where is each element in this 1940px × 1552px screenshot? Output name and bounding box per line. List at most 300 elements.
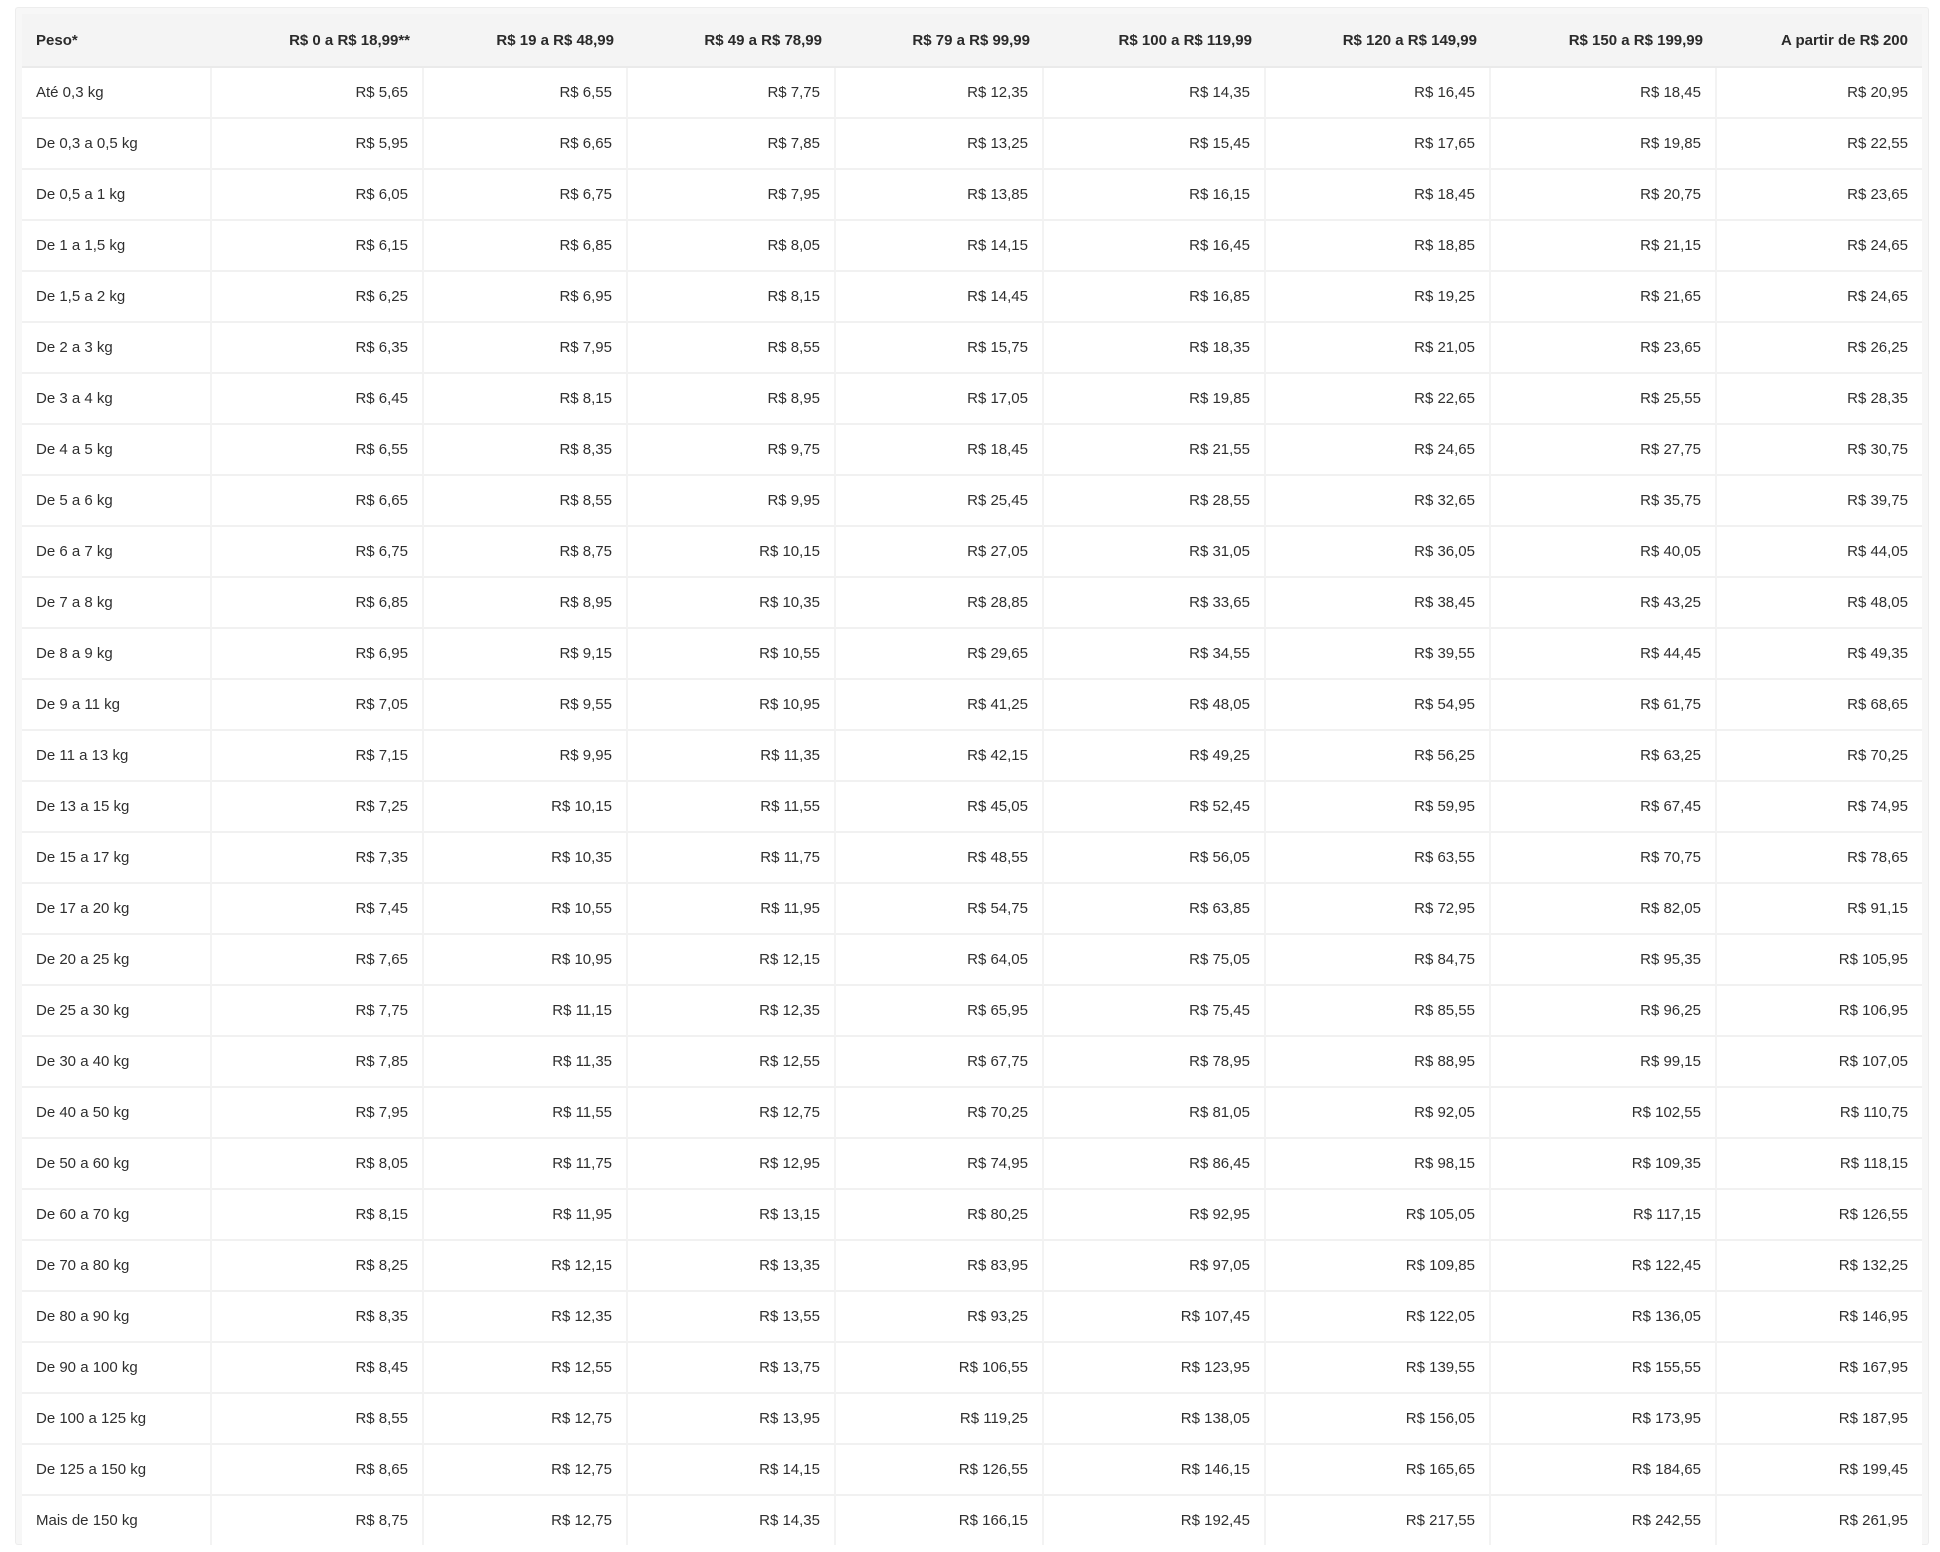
column-header-price-range: R$ 150 a R$ 199,99 — [1491, 14, 1717, 68]
price-cell: R$ 13,95 — [628, 1394, 836, 1445]
price-cell: R$ 7,15 — [212, 731, 424, 782]
price-cell: R$ 19,85 — [1491, 119, 1717, 170]
price-cell: R$ 14,45 — [836, 272, 1044, 323]
column-header-price-range: R$ 79 a R$ 99,99 — [836, 14, 1044, 68]
weight-cell: De 9 a 11 kg — [22, 680, 212, 731]
price-cell: R$ 11,75 — [628, 833, 836, 884]
price-cell: R$ 8,95 — [628, 374, 836, 425]
price-cell: R$ 81,05 — [1044, 1088, 1266, 1139]
table-row — [22, 1292, 1922, 1343]
price-cell: R$ 102,55 — [1491, 1088, 1717, 1139]
price-cell: R$ 11,95 — [424, 1190, 628, 1241]
price-cell: R$ 8,95 — [424, 578, 628, 629]
price-cell: R$ 9,15 — [424, 629, 628, 680]
price-cell: R$ 54,95 — [1266, 680, 1491, 731]
price-cell: R$ 12,55 — [424, 1343, 628, 1394]
price-cell: R$ 63,25 — [1491, 731, 1717, 782]
price-cell: R$ 28,35 — [1717, 374, 1922, 425]
price-cell: R$ 109,35 — [1491, 1139, 1717, 1190]
price-cell: R$ 21,65 — [1491, 272, 1717, 323]
price-cell: R$ 8,15 — [212, 1190, 424, 1241]
price-cell: R$ 75,45 — [1044, 986, 1266, 1037]
price-cell: R$ 8,55 — [212, 1394, 424, 1445]
table-row — [22, 629, 1922, 680]
price-cell: R$ 24,65 — [1266, 425, 1491, 476]
price-cell: R$ 12,35 — [628, 986, 836, 1037]
price-cell: R$ 7,75 — [628, 68, 836, 119]
column-header-weight: Peso* — [22, 14, 212, 68]
column-header-price-range: R$ 100 a R$ 119,99 — [1044, 14, 1266, 68]
table-row — [22, 119, 1922, 170]
price-cell: R$ 92,95 — [1044, 1190, 1266, 1241]
price-cell: R$ 146,95 — [1717, 1292, 1922, 1343]
price-cell: R$ 118,15 — [1717, 1139, 1922, 1190]
weight-cell: De 1,5 a 2 kg — [22, 272, 212, 323]
price-cell: R$ 126,55 — [836, 1445, 1044, 1496]
price-cell: R$ 11,55 — [628, 782, 836, 833]
price-cell: R$ 88,95 — [1266, 1037, 1491, 1088]
price-cell: R$ 16,85 — [1044, 272, 1266, 323]
weight-cell: De 90 a 100 kg — [22, 1343, 212, 1394]
weight-cell: De 17 a 20 kg — [22, 884, 212, 935]
table-body — [22, 68, 1922, 1545]
weight-cell: De 125 a 150 kg — [22, 1445, 212, 1496]
weight-cell: De 40 a 50 kg — [22, 1088, 212, 1139]
price-cell: R$ 25,45 — [836, 476, 1044, 527]
table-row — [22, 1241, 1922, 1292]
price-cell: R$ 31,05 — [1044, 527, 1266, 578]
price-cell: R$ 9,75 — [628, 425, 836, 476]
price-cell: R$ 7,25 — [212, 782, 424, 833]
weight-cell: De 8 a 9 kg — [22, 629, 212, 680]
price-cell: R$ 27,75 — [1491, 425, 1717, 476]
weight-cell: De 70 a 80 kg — [22, 1241, 212, 1292]
price-cell: R$ 16,45 — [1044, 221, 1266, 272]
price-cell: R$ 6,95 — [212, 629, 424, 680]
weight-cell: De 15 a 17 kg — [22, 833, 212, 884]
price-cell: R$ 97,05 — [1044, 1241, 1266, 1292]
price-cell: R$ 8,15 — [628, 272, 836, 323]
price-cell: R$ 9,95 — [628, 476, 836, 527]
price-cell: R$ 27,05 — [836, 527, 1044, 578]
price-cell: R$ 70,25 — [836, 1088, 1044, 1139]
price-cell: R$ 8,75 — [212, 1496, 424, 1545]
table-row — [22, 1037, 1922, 1088]
price-cell: R$ 15,45 — [1044, 119, 1266, 170]
price-cell: R$ 19,25 — [1266, 272, 1491, 323]
price-cell: R$ 91,15 — [1717, 884, 1922, 935]
price-cell: R$ 17,65 — [1266, 119, 1491, 170]
price-cell: R$ 8,55 — [424, 476, 628, 527]
price-cell: R$ 7,95 — [424, 323, 628, 374]
price-cell: R$ 167,95 — [1717, 1343, 1922, 1394]
price-cell: R$ 6,65 — [212, 476, 424, 527]
price-cell: R$ 80,25 — [836, 1190, 1044, 1241]
price-cell: R$ 39,55 — [1266, 629, 1491, 680]
price-cell: R$ 106,55 — [836, 1343, 1044, 1394]
price-cell: R$ 44,05 — [1717, 527, 1922, 578]
table-row — [22, 935, 1922, 986]
price-cell: R$ 13,35 — [628, 1241, 836, 1292]
price-cell: R$ 38,45 — [1266, 578, 1491, 629]
price-cell: R$ 10,55 — [424, 884, 628, 935]
price-cell: R$ 24,65 — [1717, 221, 1922, 272]
price-cell: R$ 35,75 — [1491, 476, 1717, 527]
price-cell: R$ 105,05 — [1266, 1190, 1491, 1241]
table-row — [22, 1088, 1922, 1139]
weight-cell: De 3 a 4 kg — [22, 374, 212, 425]
table-row — [22, 1190, 1922, 1241]
price-cell: R$ 65,95 — [836, 986, 1044, 1037]
weight-cell: De 4 a 5 kg — [22, 425, 212, 476]
price-cell: R$ 85,55 — [1266, 986, 1491, 1037]
price-cell: R$ 74,95 — [1717, 782, 1922, 833]
price-cell: R$ 84,75 — [1266, 935, 1491, 986]
price-cell: R$ 12,15 — [628, 935, 836, 986]
price-cell: R$ 20,75 — [1491, 170, 1717, 221]
price-cell: R$ 8,35 — [424, 425, 628, 476]
price-cell: R$ 20,95 — [1717, 68, 1922, 119]
weight-cell: De 20 a 25 kg — [22, 935, 212, 986]
price-cell: R$ 8,15 — [424, 374, 628, 425]
table-row — [22, 221, 1922, 272]
price-cell: R$ 173,95 — [1491, 1394, 1717, 1445]
price-cell: R$ 16,15 — [1044, 170, 1266, 221]
price-cell: R$ 14,15 — [628, 1445, 836, 1496]
price-cell: R$ 14,35 — [1044, 68, 1266, 119]
table-row — [22, 1343, 1922, 1394]
price-cell: R$ 106,95 — [1717, 986, 1922, 1037]
table-row — [22, 782, 1922, 833]
price-cell: R$ 48,55 — [836, 833, 1044, 884]
price-cell: R$ 67,45 — [1491, 782, 1717, 833]
price-cell: R$ 54,75 — [836, 884, 1044, 935]
weight-cell: De 50 a 60 kg — [22, 1139, 212, 1190]
price-cell: R$ 6,85 — [212, 578, 424, 629]
price-cell: R$ 7,65 — [212, 935, 424, 986]
weight-cell: Mais de 150 kg — [22, 1496, 212, 1545]
table-row — [22, 527, 1922, 578]
price-cell: R$ 13,15 — [628, 1190, 836, 1241]
price-cell: R$ 18,35 — [1044, 323, 1266, 374]
price-cell: R$ 5,95 — [212, 119, 424, 170]
price-cell: R$ 109,85 — [1266, 1241, 1491, 1292]
price-cell: R$ 48,05 — [1717, 578, 1922, 629]
table-row — [22, 578, 1922, 629]
price-cell: R$ 29,65 — [836, 629, 1044, 680]
price-cell: R$ 13,25 — [836, 119, 1044, 170]
weight-cell: De 0,5 a 1 kg — [22, 170, 212, 221]
table-row — [22, 680, 1922, 731]
price-cell: R$ 217,55 — [1266, 1496, 1491, 1545]
price-cell: R$ 139,55 — [1266, 1343, 1491, 1394]
price-cell: R$ 83,95 — [836, 1241, 1044, 1292]
price-cell: R$ 192,45 — [1044, 1496, 1266, 1545]
price-cell: R$ 40,05 — [1491, 527, 1717, 578]
table-row — [22, 1394, 1922, 1445]
price-cell: R$ 12,55 — [628, 1037, 836, 1088]
price-cell: R$ 68,65 — [1717, 680, 1922, 731]
header-row — [22, 14, 1922, 68]
price-cell: R$ 34,55 — [1044, 629, 1266, 680]
shipping-rate-table — [22, 14, 1922, 1545]
price-cell: R$ 24,65 — [1717, 272, 1922, 323]
price-cell: R$ 119,25 — [836, 1394, 1044, 1445]
price-cell: R$ 56,25 — [1266, 731, 1491, 782]
price-cell: R$ 28,55 — [1044, 476, 1266, 527]
price-cell: R$ 7,95 — [212, 1088, 424, 1139]
price-cell: R$ 6,85 — [424, 221, 628, 272]
price-cell: R$ 14,35 — [628, 1496, 836, 1545]
price-cell: R$ 199,45 — [1717, 1445, 1922, 1496]
price-cell: R$ 8,45 — [212, 1343, 424, 1394]
price-cell: R$ 10,35 — [424, 833, 628, 884]
weight-cell: De 1 a 1,5 kg — [22, 221, 212, 272]
price-cell: R$ 43,25 — [1491, 578, 1717, 629]
price-cell: R$ 122,05 — [1266, 1292, 1491, 1343]
weight-cell: De 60 a 70 kg — [22, 1190, 212, 1241]
column-header-price-range: R$ 0 a R$ 18,99** — [212, 14, 424, 68]
price-cell: R$ 18,45 — [1491, 68, 1717, 119]
price-cell: R$ 6,55 — [424, 68, 628, 119]
price-cell: R$ 9,55 — [424, 680, 628, 731]
price-cell: R$ 187,95 — [1717, 1394, 1922, 1445]
price-cell: R$ 32,65 — [1266, 476, 1491, 527]
price-cell: R$ 107,45 — [1044, 1292, 1266, 1343]
price-cell: R$ 11,55 — [424, 1088, 628, 1139]
weight-cell: Até 0,3 kg — [22, 68, 212, 119]
price-cell: R$ 45,05 — [836, 782, 1044, 833]
table-row — [22, 1496, 1922, 1545]
price-cell: R$ 136,05 — [1491, 1292, 1717, 1343]
table-row — [22, 425, 1922, 476]
table-row — [22, 68, 1922, 119]
price-cell: R$ 82,05 — [1491, 884, 1717, 935]
price-cell: R$ 15,75 — [836, 323, 1044, 374]
price-cell: R$ 93,25 — [836, 1292, 1044, 1343]
price-cell: R$ 242,55 — [1491, 1496, 1717, 1545]
price-cell: R$ 56,05 — [1044, 833, 1266, 884]
price-cell: R$ 11,15 — [424, 986, 628, 1037]
table-row — [22, 170, 1922, 221]
price-cell: R$ 13,55 — [628, 1292, 836, 1343]
price-cell: R$ 99,15 — [1491, 1037, 1717, 1088]
weight-cell: De 5 a 6 kg — [22, 476, 212, 527]
price-cell: R$ 98,15 — [1266, 1139, 1491, 1190]
price-cell: R$ 21,05 — [1266, 323, 1491, 374]
price-cell: R$ 25,55 — [1491, 374, 1717, 425]
table-row — [22, 323, 1922, 374]
price-cell: R$ 117,15 — [1491, 1190, 1717, 1241]
price-cell: R$ 6,05 — [212, 170, 424, 221]
price-cell: R$ 49,35 — [1717, 629, 1922, 680]
price-cell: R$ 6,55 — [212, 425, 424, 476]
table-header — [22, 14, 1922, 68]
price-cell: R$ 74,95 — [836, 1139, 1044, 1190]
price-cell: R$ 10,95 — [628, 680, 836, 731]
weight-cell: De 80 a 90 kg — [22, 1292, 212, 1343]
price-cell: R$ 33,65 — [1044, 578, 1266, 629]
price-cell: R$ 8,75 — [424, 527, 628, 578]
price-cell: R$ 11,75 — [424, 1139, 628, 1190]
price-cell: R$ 6,45 — [212, 374, 424, 425]
price-cell: R$ 6,25 — [212, 272, 424, 323]
price-cell: R$ 7,95 — [628, 170, 836, 221]
price-cell: R$ 22,55 — [1717, 119, 1922, 170]
price-cell: R$ 11,35 — [424, 1037, 628, 1088]
table-row — [22, 374, 1922, 425]
price-cell: R$ 92,05 — [1266, 1088, 1491, 1139]
price-cell: R$ 10,15 — [628, 527, 836, 578]
price-cell: R$ 12,15 — [424, 1241, 628, 1292]
table-row — [22, 1445, 1922, 1496]
price-cell: R$ 11,95 — [628, 884, 836, 935]
weight-cell: De 6 a 7 kg — [22, 527, 212, 578]
price-cell: R$ 39,75 — [1717, 476, 1922, 527]
table-row — [22, 731, 1922, 782]
price-cell: R$ 41,25 — [836, 680, 1044, 731]
price-cell: R$ 138,05 — [1044, 1394, 1266, 1445]
price-cell: R$ 10,95 — [424, 935, 628, 986]
price-cell: R$ 7,05 — [212, 680, 424, 731]
price-cell: R$ 9,95 — [424, 731, 628, 782]
price-cell: R$ 12,35 — [836, 68, 1044, 119]
price-cell: R$ 7,75 — [212, 986, 424, 1037]
weight-cell: De 100 a 125 kg — [22, 1394, 212, 1445]
price-cell: R$ 12,35 — [424, 1292, 628, 1343]
price-cell: R$ 8,35 — [212, 1292, 424, 1343]
price-cell: R$ 261,95 — [1717, 1496, 1922, 1545]
price-cell: R$ 95,35 — [1491, 935, 1717, 986]
price-cell: R$ 23,65 — [1717, 170, 1922, 221]
price-cell: R$ 5,65 — [212, 68, 424, 119]
price-cell: R$ 22,65 — [1266, 374, 1491, 425]
price-cell: R$ 7,35 — [212, 833, 424, 884]
price-cell: R$ 12,75 — [424, 1394, 628, 1445]
price-cell: R$ 52,45 — [1044, 782, 1266, 833]
price-cell: R$ 78,65 — [1717, 833, 1922, 884]
weight-cell: De 30 a 40 kg — [22, 1037, 212, 1088]
price-cell: R$ 18,85 — [1266, 221, 1491, 272]
price-cell: R$ 44,45 — [1491, 629, 1717, 680]
price-cell: R$ 19,85 — [1044, 374, 1266, 425]
price-cell: R$ 184,65 — [1491, 1445, 1717, 1496]
table-row — [22, 272, 1922, 323]
price-cell: R$ 12,75 — [424, 1445, 628, 1496]
price-cell: R$ 10,15 — [424, 782, 628, 833]
price-cell: R$ 78,95 — [1044, 1037, 1266, 1088]
price-cell: R$ 12,75 — [628, 1088, 836, 1139]
weight-cell: De 11 a 13 kg — [22, 731, 212, 782]
price-cell: R$ 6,95 — [424, 272, 628, 323]
price-cell: R$ 166,15 — [836, 1496, 1044, 1545]
price-cell: R$ 13,75 — [628, 1343, 836, 1394]
price-cell: R$ 12,75 — [424, 1496, 628, 1545]
price-cell: R$ 7,85 — [212, 1037, 424, 1088]
price-cell: R$ 107,05 — [1717, 1037, 1922, 1088]
price-cell: R$ 72,95 — [1266, 884, 1491, 935]
price-cell: R$ 63,85 — [1044, 884, 1266, 935]
price-cell: R$ 59,95 — [1266, 782, 1491, 833]
price-cell: R$ 17,05 — [836, 374, 1044, 425]
price-cell: R$ 6,75 — [212, 527, 424, 578]
table-row — [22, 986, 1922, 1037]
price-cell: R$ 36,05 — [1266, 527, 1491, 578]
price-cell: R$ 75,05 — [1044, 935, 1266, 986]
price-cell: R$ 155,55 — [1491, 1343, 1717, 1394]
price-cell: R$ 105,95 — [1717, 935, 1922, 986]
price-cell: R$ 10,35 — [628, 578, 836, 629]
price-cell: R$ 28,85 — [836, 578, 1044, 629]
price-cell: R$ 126,55 — [1717, 1190, 1922, 1241]
price-cell: R$ 122,45 — [1491, 1241, 1717, 1292]
price-cell: R$ 86,45 — [1044, 1139, 1266, 1190]
price-cell: R$ 14,15 — [836, 221, 1044, 272]
price-cell: R$ 30,75 — [1717, 425, 1922, 476]
price-cell: R$ 63,55 — [1266, 833, 1491, 884]
table-row — [22, 884, 1922, 935]
price-cell: R$ 8,25 — [212, 1241, 424, 1292]
price-cell: R$ 21,15 — [1491, 221, 1717, 272]
column-header-price-range: R$ 49 a R$ 78,99 — [628, 14, 836, 68]
table-row — [22, 833, 1922, 884]
price-cell: R$ 146,15 — [1044, 1445, 1266, 1496]
price-cell: R$ 70,25 — [1717, 731, 1922, 782]
price-cell: R$ 132,25 — [1717, 1241, 1922, 1292]
table-row — [22, 476, 1922, 527]
price-cell: R$ 23,65 — [1491, 323, 1717, 374]
price-cell: R$ 48,05 — [1044, 680, 1266, 731]
column-header-price-range: R$ 120 a R$ 149,99 — [1266, 14, 1491, 68]
price-cell: R$ 49,25 — [1044, 731, 1266, 782]
price-cell: R$ 16,45 — [1266, 68, 1491, 119]
column-header-price-range: R$ 19 a R$ 48,99 — [424, 14, 628, 68]
price-cell: R$ 8,05 — [212, 1139, 424, 1190]
weight-cell: De 25 a 30 kg — [22, 986, 212, 1037]
price-cell: R$ 10,55 — [628, 629, 836, 680]
column-header-price-range: A partir de R$ 200 — [1717, 14, 1922, 68]
price-cell: R$ 70,75 — [1491, 833, 1717, 884]
price-cell: R$ 42,15 — [836, 731, 1044, 782]
price-cell: R$ 13,85 — [836, 170, 1044, 221]
price-cell: R$ 165,65 — [1266, 1445, 1491, 1496]
price-cell: R$ 96,25 — [1491, 986, 1717, 1037]
price-cell: R$ 61,75 — [1491, 680, 1717, 731]
weight-cell: De 2 a 3 kg — [22, 323, 212, 374]
weight-cell: De 7 a 8 kg — [22, 578, 212, 629]
price-cell: R$ 21,55 — [1044, 425, 1266, 476]
price-cell: R$ 64,05 — [836, 935, 1044, 986]
weight-cell: De 0,3 a 0,5 kg — [22, 119, 212, 170]
price-cell: R$ 6,65 — [424, 119, 628, 170]
table-row — [22, 1139, 1922, 1190]
price-cell: R$ 67,75 — [836, 1037, 1044, 1088]
weight-cell: De 13 a 15 kg — [22, 782, 212, 833]
price-cell: R$ 7,45 — [212, 884, 424, 935]
price-cell: R$ 8,55 — [628, 323, 836, 374]
price-cell: R$ 6,35 — [212, 323, 424, 374]
price-cell: R$ 8,65 — [212, 1445, 424, 1496]
price-cell: R$ 11,35 — [628, 731, 836, 782]
price-cell: R$ 6,15 — [212, 221, 424, 272]
price-cell: R$ 18,45 — [836, 425, 1044, 476]
price-cell: R$ 18,45 — [1266, 170, 1491, 221]
price-cell: R$ 156,05 — [1266, 1394, 1491, 1445]
price-cell: R$ 110,75 — [1717, 1088, 1922, 1139]
price-cell: R$ 123,95 — [1044, 1343, 1266, 1394]
price-cell: R$ 8,05 — [628, 221, 836, 272]
price-cell: R$ 26,25 — [1717, 323, 1922, 374]
